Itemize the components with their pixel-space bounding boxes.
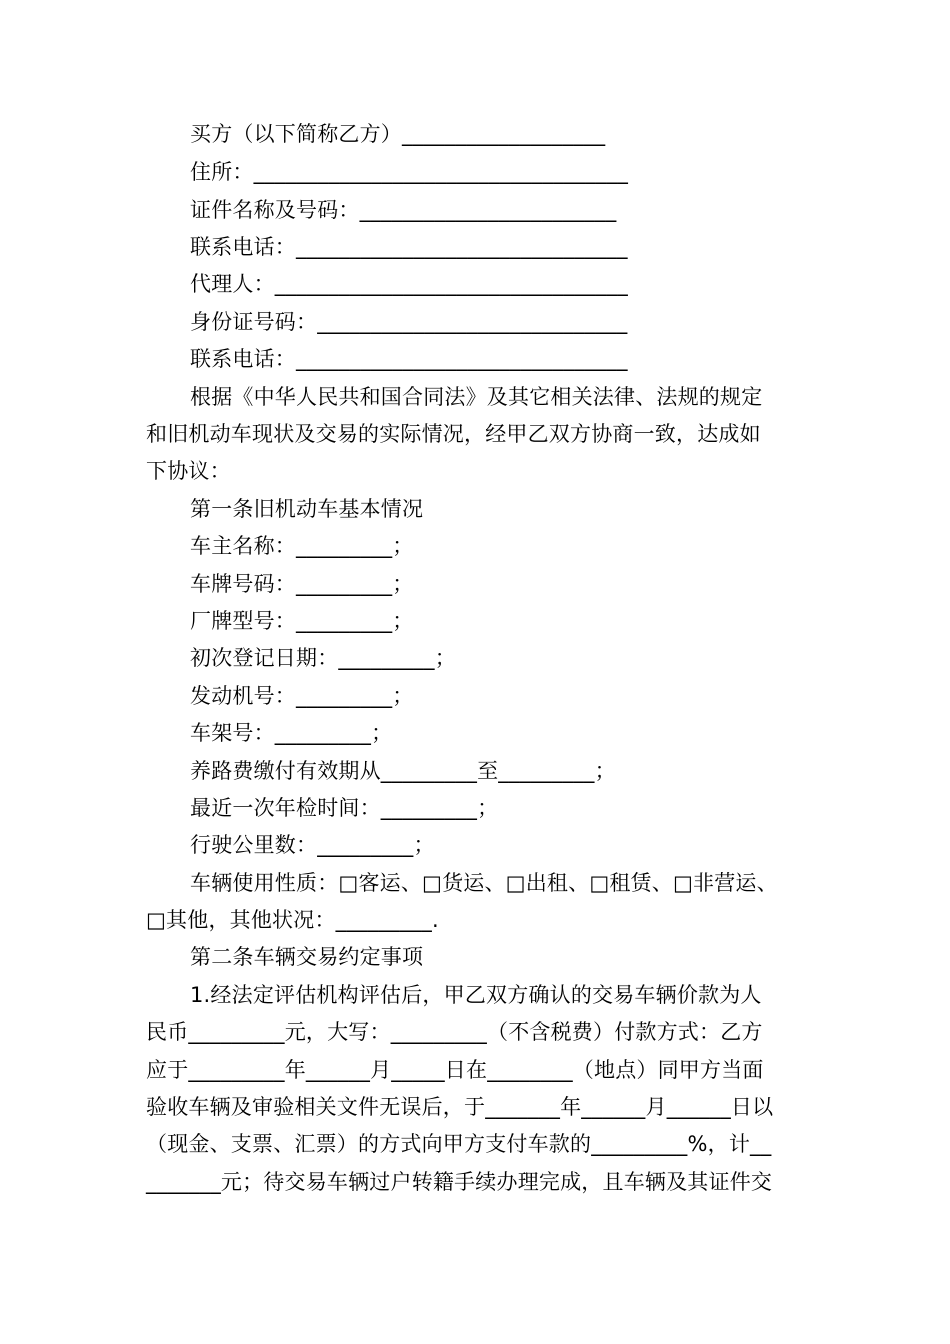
agent-line: 代理人：_________________________________ — [190, 272, 628, 296]
price-line-2: 民币_________元，大写：_________（不含税费）付款方式：乙方 — [146, 1020, 763, 1044]
article-1-heading: 第一条旧机动车基本情况 — [190, 497, 424, 521]
inspection-time-line: 最近一次年检时间：_________； — [190, 796, 499, 820]
preamble-line-3: 下协议： — [146, 459, 231, 483]
plate-number-line: 车牌号码：_________； — [190, 572, 414, 596]
registration-date-line: 初次登记日期：_________； — [190, 646, 456, 670]
preamble-line-1: 根据《中华人民共和国合同法》及其它相关法律、法规的规定 — [190, 385, 763, 409]
frame-number-line: 车架号：_________； — [190, 721, 393, 745]
phone-line: 联系电话：_______________________________ — [190, 235, 628, 259]
price-line-3: 应于_________年______月_____日在________（地点）同甲方当面 — [146, 1058, 764, 1082]
article-2-heading: 第二条车辆交易约定事项 — [190, 945, 424, 969]
owner-name-line: 车主名称：_________； — [190, 534, 414, 558]
model-line: 厂牌型号：_________； — [190, 609, 414, 633]
price-line-1: 1.经法定评估机构评估后，甲乙双方确认的交易车辆价款为人 — [190, 983, 762, 1007]
price-line-5: （现金、支票、汇票）的方式向甲方支付车款的_________%，计__ — [146, 1132, 772, 1156]
buyer-line: 买方（以下简称乙方）___________________ — [190, 122, 606, 146]
agent-phone-line: 联系电话：_______________________________ — [190, 347, 628, 371]
road-fee-line: 养路费缴付有效期从_________至_________； — [190, 759, 616, 783]
preamble-line-2: 和旧机动车现状及交易的实际情况，经甲乙双方协商一致，达成如 — [146, 422, 761, 446]
engine-number-line: 发动机号：_________； — [190, 684, 414, 708]
usage-nature-line: 车辆使用性质：□客运、□货运、□出租、□租赁、□非营运、 — [190, 871, 778, 895]
address-line: 住所：___________________________________ — [190, 160, 629, 184]
id-document-line: 证件名称及号码：________________________ — [190, 198, 617, 222]
price-line-6: _______元；待交易车辆过户转籍手续办理完成，且车辆及其证件交 — [146, 1170, 773, 1194]
mileage-line: 行驶公里数：_________； — [190, 833, 435, 857]
price-line-4: 验收车辆及审验相关文件无误后，于_______年______月______日以 — [146, 1095, 774, 1119]
usage-other-line: □其他，其他状况：_________. — [146, 908, 439, 932]
id-number-line: 身份证号码：_____________________________ — [190, 310, 628, 334]
